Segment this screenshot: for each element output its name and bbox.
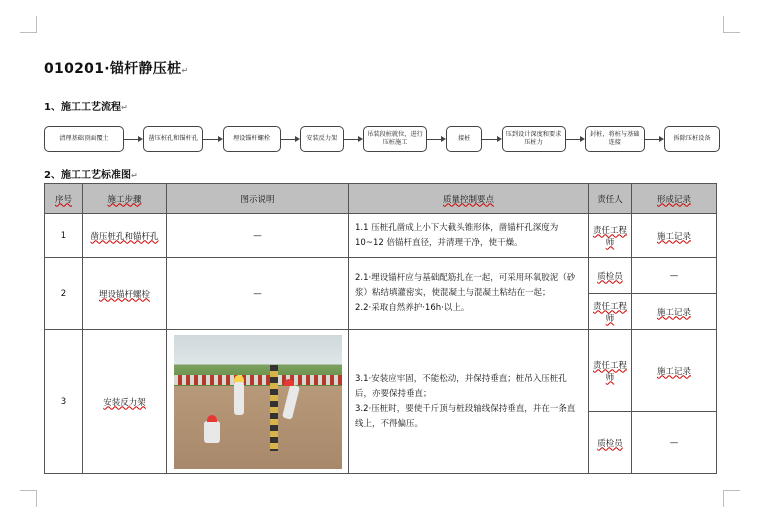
photo-helmet (207, 415, 217, 422)
table-row (45, 258, 717, 294)
row-responsible: 质检员 (589, 258, 632, 294)
flow-step: 凿压桩孔和锚杆孔 (143, 126, 203, 152)
flow-step: 清理基础顶面覆土 (44, 126, 124, 152)
row-record: 施工记录 (632, 294, 717, 330)
row-responsible: 责任工程师 (589, 330, 632, 412)
photo-worker (234, 381, 244, 415)
page-corner-mark (723, 16, 740, 33)
flow-arrow (645, 126, 664, 152)
flow-step: 封桩，将桩与基础连接 (585, 126, 645, 152)
row-step: 埋设锚杆螺栓 (83, 258, 167, 330)
page-corner-mark (723, 490, 740, 507)
flow-arrow (482, 126, 501, 152)
row-step: 安装反力架 (83, 330, 167, 474)
row-record: 施工记录 (632, 330, 717, 412)
table-row (45, 214, 717, 258)
section-heading-process: 1、施工工艺流程↵ (44, 102, 128, 113)
row-responsible: 责任工程师 (589, 294, 632, 330)
flow-arrow (203, 126, 222, 152)
document-title: 010201·锚杆静压桩↵ (44, 61, 189, 77)
row-no: 1 (45, 214, 83, 258)
header-diagram: 图示说明 (167, 184, 349, 214)
row-record: — (632, 258, 717, 294)
row-quality-points: 1.1 压桩孔凿成上小下大截头锥形体，凿锚杆孔深度为 10~12 倍锚杆直径，并清理干净，使干燥。 (349, 214, 589, 258)
process-flowchart (44, 124, 720, 154)
flow-arrow (344, 126, 363, 152)
header-quality: 质量控制要点 (349, 184, 589, 214)
table-row (45, 330, 717, 412)
row-diagram (167, 330, 349, 474)
page-corner-mark (20, 490, 37, 507)
flow-step: 吊装段桩就位，进行压桩施工 (363, 126, 427, 152)
flow-arrow (124, 126, 143, 152)
photo-fence (174, 375, 342, 385)
row-no: 2 (45, 258, 83, 330)
construction-photo (174, 335, 342, 469)
flow-step: 埋设锚杆螺栓 (223, 126, 281, 152)
header-responsible: 责任人 (589, 184, 632, 214)
flow-arrow (281, 126, 300, 152)
photo-helmet (234, 375, 244, 382)
flow-step: 接桩 (446, 126, 482, 152)
row-responsible: 责任工程师 (589, 214, 632, 258)
page-corner-mark (20, 16, 37, 33)
photo-worker (282, 384, 300, 419)
row-diagram: — (167, 214, 349, 258)
section-heading-standard: 2、施工工艺标准图↵ (44, 170, 138, 181)
header-step: 施工步骤 (83, 184, 167, 214)
row-step: 凿压桩孔和锚杆孔 (83, 214, 167, 258)
standard-table (44, 183, 717, 474)
photo-helmet (284, 379, 294, 386)
row-record: 施工记录 (632, 214, 717, 258)
row-quality-points: 3.1·安装应牢固，不能松动，并保持垂直；桩吊入压桩孔后，亦要保持垂直； 3.2·压桩时，要使千斤顶与桩段轴线保持垂直，并在一条直线上，不得偏压。 (349, 330, 589, 474)
header-no: 序号 (45, 184, 83, 214)
photo-worker (204, 421, 220, 443)
flow-step: 压到设计深度和要求压桩力 (502, 126, 566, 152)
row-diagram: — (167, 258, 349, 330)
header-record: 形成记录 (632, 184, 717, 214)
table-header-row (45, 184, 717, 214)
flow-arrow (427, 126, 446, 152)
row-no: 3 (45, 330, 83, 474)
row-responsible: 质检员 (589, 412, 632, 474)
photo-pile-frame (270, 365, 278, 451)
flow-step: 拆除压桩设备 (664, 126, 720, 152)
row-record: — (632, 412, 717, 474)
row-quality-points: 2.1·埋设锚杆应与基础配筋扎在一起，可采用环氧胶泥（砂浆）粘结填灌密实，使混凝土与混凝土粘结在一起； 2.2·采取自然养护·16h·以上。 (349, 258, 589, 330)
flow-step: 安装反力架 (300, 126, 344, 152)
flow-arrow (566, 126, 585, 152)
